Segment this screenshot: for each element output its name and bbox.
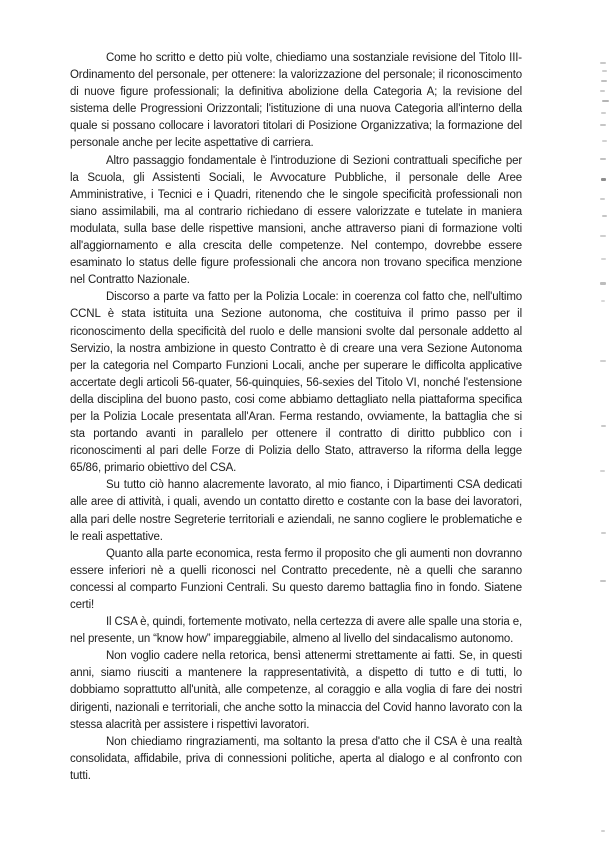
scan-artifact [600, 282, 606, 285]
paragraph-2: Altro passaggio fondamentale è l'introduzione di Sezioni contrattuali specifiche per la Scuola, gli Assistenti Sociali, le Avvocature Pubbliche, il personale delle Aree Amministrative, i Tecnici e i Quadri, ritenendo che le singole specificità professionali non siano assimilabili, ma al contrario richiedano di essere valorizzate e tutelate in maniera modulata, sulla base delle rispettive mansioni, anche attraverso piani di formazione volti all'aggiornamento e alla crescita delle competenze. Nel contempo, dovrebbe essere esaminato lo status delle figure professionali che ancora non trovano specifica menzione nel Contratto Nazionale. [70, 154, 522, 287]
scan-artifact [600, 235, 606, 237]
paragraph-5: Quanto alla parte economica, resta fermo il proposito che gli aumenti non dovranno essere inferiori nè a quelli riconosci nel Contratto precedente, nè a quelli che saranno concessi al comparto Funzioni Centrali. Su questo daremo battaglia fino in fondo. Siatene certi! [70, 547, 522, 611]
paragraph-4: Su tutto ciò hanno alacremente lavorato, al mio fianco, i Dipartimenti CSA dedicati alle aree di attività, i quali, avendo un contatto diretto e costante con la base dei lavoratori, alla pari delle nostre Segreterie territoriali e aziendali, ne sanno cogliere le problematiche e le reali aspettative. [70, 479, 522, 543]
paragraph-1: Come ho scritto e detto più volte, chiediamo una sostanziale revisione del Titolo III-Ordinamento del personale, per ottenere: la valorizzazione del personale; il riconoscimento di nuove figure professionali; la definitiva abolizione della Categoria A; la revisione del sistema delle Progressioni Orizzontali; l'istituzione di una nuova Categoria all'interno della quale si possano collocare i lavoratori titolari di Posizione Organizzativa; la formazione del personale anche per lecite aspettative di carriera. [70, 52, 522, 150]
scan-artifact [601, 80, 607, 82]
scan-artifact [601, 830, 605, 832]
scan-artifact [602, 70, 607, 72]
scan-artifact [601, 300, 605, 302]
paragraph-3: Discorso a parte va fatto per la Polizia Locale: in coerenza col fatto che, nell'ultimo CCNL è stata istituita una Sezione autonoma, che costituiva il primo passo per il riconoscimento della specificità del ruolo e delle mansioni svolte dal personale addetto al Servizio, la nostra ambizione in questo Contratto è di creare una vera Sezione Autonoma per la categoria nel Comparto Funzioni Locali, anche per superare le difficolta applicative accertate degli articoli 56-quater, 56-quinquies, 56-sexies del Titolo VI, nonché l'estensione della disciplina del buono pasto, cosi come abbiamo dettagliato nella piattaforma specifica per la Polizia Locale presentata all'Aran. Ferma restando, ovviamente, la battaglia che si sta portando avanti in parallelo per ottenere il contratto di diritto pubblico con i riconoscimenti al pari delle Forze di Polizia dello Stato, attraverso la riforma della legge 65/86, primario obiettivo del CSA. [70, 291, 522, 475]
scan-artifact [600, 158, 606, 160]
scan-artifact [600, 198, 605, 200]
paragraph-7: Non voglio cadere nella retorica, bensì attenermi strettamente ai fatti. Se, in questi anni, siamo riusciti a mantenere la rappresentatività, a dispetto di tutto e di tutti, lo dobbiamo soprattutto all'unità, alle competenze, al coraggio e alla voglia di fare dei nostri dirigenti, nazionali e territoriali, che anche sotto la minaccia del Covid hanno lavorato con la stessa alacrità per assistere i rispettivi lavoratori. [70, 650, 522, 731]
scan-artifact [600, 470, 605, 472]
scan-artifact [600, 124, 606, 126]
scan-artifact [600, 580, 606, 582]
scan-artifact [600, 90, 605, 92]
paragraph-6: Il CSA è, quindi, fortemente motivato, nella certezza di avere alle spalle una storia e, nel presente, un “know how” impareggiabile, almeno al livello del sindacalismo autonomo. [70, 616, 522, 646]
scan-artifact [600, 62, 606, 64]
scan-artifact [601, 178, 606, 181]
paragraph-8: Non chiediamo ringraziamenti, ma soltanto la presa d'atto che il CSA è una realtà consolidata, affidabile, priva di connessioni politiche, aperta al dialogo e al confronto con tutti. [70, 735, 522, 782]
scan-artifact [602, 100, 609, 102]
scan-artifact [600, 360, 606, 362]
scan-artifact [601, 425, 606, 427]
scan-artifact [602, 140, 607, 142]
scan-artifact [601, 112, 606, 114]
scan-artifact [602, 215, 607, 217]
scan-artifact [601, 532, 606, 534]
letter-body [70, 50, 522, 785]
scan-artifact [601, 258, 606, 260]
